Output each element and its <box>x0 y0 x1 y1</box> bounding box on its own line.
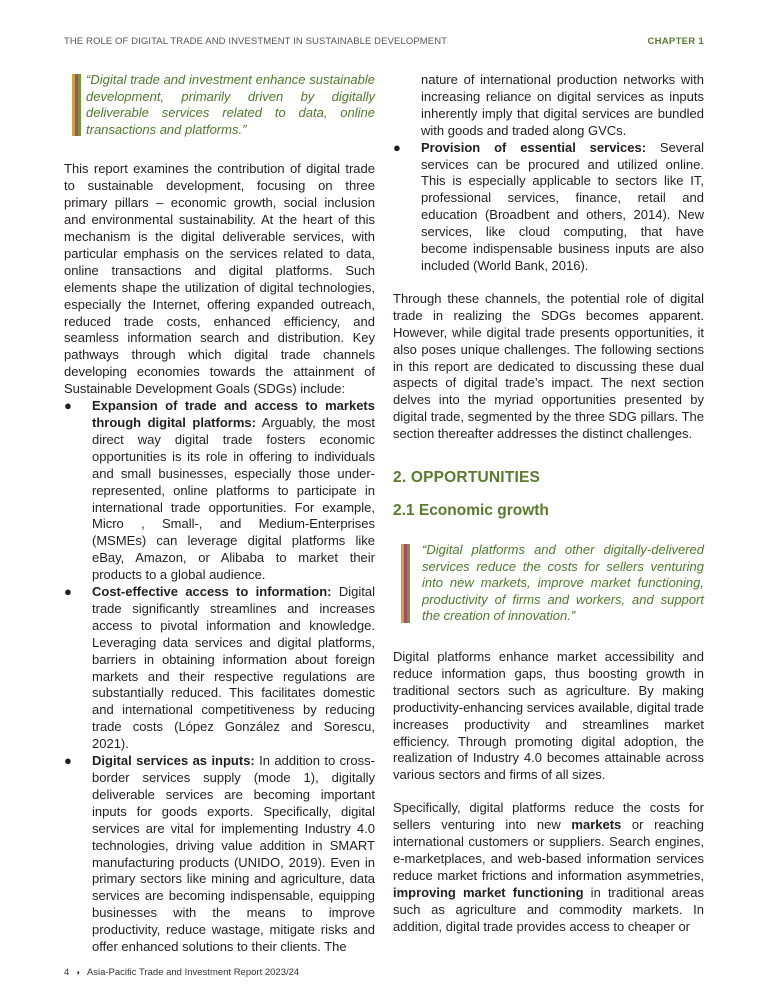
list-item-continuation <box>393 72 704 140</box>
list-item-lead: Digital services as inputs: <box>92 753 255 769</box>
list-item <box>64 584 375 753</box>
list-item <box>393 140 704 275</box>
text-run: in traditional areas such as agriculture and commodity markets. In addition, digital trade provides access to cheaper or <box>393 884 704 934</box>
text-run: or reaching international customers or suppliers. Search engines, e-marketplaces, and web-based information services reduce market frictions and information asymmetries, <box>393 817 704 883</box>
running-header-title: THE ROLE OF DIGITAL TRADE AND INVESTMENT IN SUSTAINABLE DEVELOPMENT <box>64 36 448 47</box>
right-column <box>393 72 704 936</box>
list-item-lead: Cost-effective access to information: <box>92 584 332 600</box>
list-item <box>64 753 375 956</box>
left-column <box>64 72 375 956</box>
list-item <box>64 398 375 584</box>
bullet-icon: ● <box>64 398 72 414</box>
page-number: 4 <box>64 967 70 978</box>
quote-accent-bar <box>401 544 410 623</box>
pathways-list <box>64 398 375 956</box>
page-footer <box>64 967 299 978</box>
text-run: Specifically, digital platforms reduce the costs for sellers venturing into new <box>393 800 704 833</box>
quote-accent-bar <box>72 74 81 136</box>
pull-quote <box>393 542 704 625</box>
pathways-list-continued <box>393 72 704 275</box>
chapter-label: CHAPTER 1 <box>647 36 704 47</box>
list-item-text: Several services can be procured and utilized online. This is especially applicable to sectors like IT, professional services, finance, retail and education (Broadbent and others, 2014). New services, like cloud computing, that have become indispensable business inputs are also included (World Bank, 2016). <box>421 139 704 273</box>
list-item-text: Digital trade significantly streamlines and increases access to pivotal information and knowledge. Leveraging data services and digital platforms, barriers in obtaining information about foreign markets and their respective regulations are substantially reduced. This facilitates domestic and international competitiveness by reducing trade costs (López González and Sorescu, 2021). <box>92 584 375 752</box>
list-item-lead: Provision of essential services: <box>421 139 647 155</box>
bullet-icon: ● <box>64 753 72 769</box>
list-item-text: nature of international production networks with increasing reliance on digital services as inputs inherently imply that digital services are bundled with goods and traded along GVCs. <box>421 72 704 138</box>
publication-title: Asia-Pacific Trade and Investment Report 2023/24 <box>86 967 300 978</box>
list-item-lead: Expansion of trade and access to markets through digital platforms: <box>92 398 375 430</box>
platforms-paragraph: Digital platforms enhance market accessibility and reduce information gaps, thus boosting growth in traditional sectors such as agriculture. By making productivity-enhancing services available, digital trade increases productivity and streamlines market efficiency. Through promoting digital adoption, the realization of Industry 4.0 becomes attainable across various sectors and firms of all sizes. <box>393 649 704 783</box>
intro-paragraph: This report examines the contribution of digital trade to sustainable development, focusing on three primary pillars – economic growth, social inclusion and environmental sustainability. At the heart of this mechanism is the digital deliverable services, with particular emphasis on the services related to data, online transactions and digital platforms. Such elements shape the utilization of digital technologies, especially the Internet, offering expanded outreach, reduced trade costs, enhanced efficiency, and seamless information search and distribution. Key pathways through which digital trade channels developing economies towards the attainment of Sustainable Development Goals (SDGs) include: <box>64 161 375 397</box>
pull-quote <box>64 72 375 138</box>
channels-paragraph: Through these channels, the potential role of digital trade in realizing the SDGs becomes apparent. However, while digital trade presents opportunities, it also poses unique challenges. The following sections in this report are dedicated to discussing these dual aspects of digital trade’s impact. The next section delves into the myriad opportunities presented by digital trade, segmented by the three SDG pillars. The section thereafter addresses the distinct challenges. <box>393 290 704 442</box>
bullet-icon: ● <box>393 139 401 155</box>
list-item-text: In addition to cross-border services supply (mode 1), digitally deliverable services are becoming important inputs for goods exports. Specifically, digital services are vital for implementing Industry 4.0 technologies, driving value addition in SMART manufacturing products (UNIDO, 2019). Even in primary sectors like mining and agriculture, data services are becoming indispensable, equipping businesses with the means to improve productivity, reduce wastage, mitigate risks and offer enhanced solutions to their clients. The <box>92 753 375 955</box>
footer-separator-icon: ◗ <box>75 968 81 977</box>
bullet-icon: ● <box>64 584 72 600</box>
specifics-paragraph <box>393 800 704 935</box>
section-heading: 2. OPPORTUNITIES <box>393 469 541 487</box>
pull-quote-text: “Digital platforms and other digitally-delivered services reduce the costs for sellers venturing into new markets, improve market functioning, productivity of firms and workers, and support the creation of innovation.” <box>422 542 704 624</box>
bold-run: markets <box>571 817 622 833</box>
pull-quote-text: “Digital trade and investment enhance sustainable development, primarily driven by digitally deliverable services related to data, online transactions and platforms.” <box>86 72 375 137</box>
bold-run: improving market functioning <box>393 884 584 900</box>
list-item-text: Arguably, the most direct way digital trade fosters economic opportunities is its role in offering to individuals and small businesses, especially those under-represented, online platforms to participate in international trade opportunities. For example, Micro , Small-, and Medium-Enterprises (MSMEs) can leverage digital platforms like eBay, Amazon, or Alibaba to market their products to a global audience. <box>92 414 375 583</box>
subsection-heading: 2.1 Economic growth <box>393 502 549 520</box>
